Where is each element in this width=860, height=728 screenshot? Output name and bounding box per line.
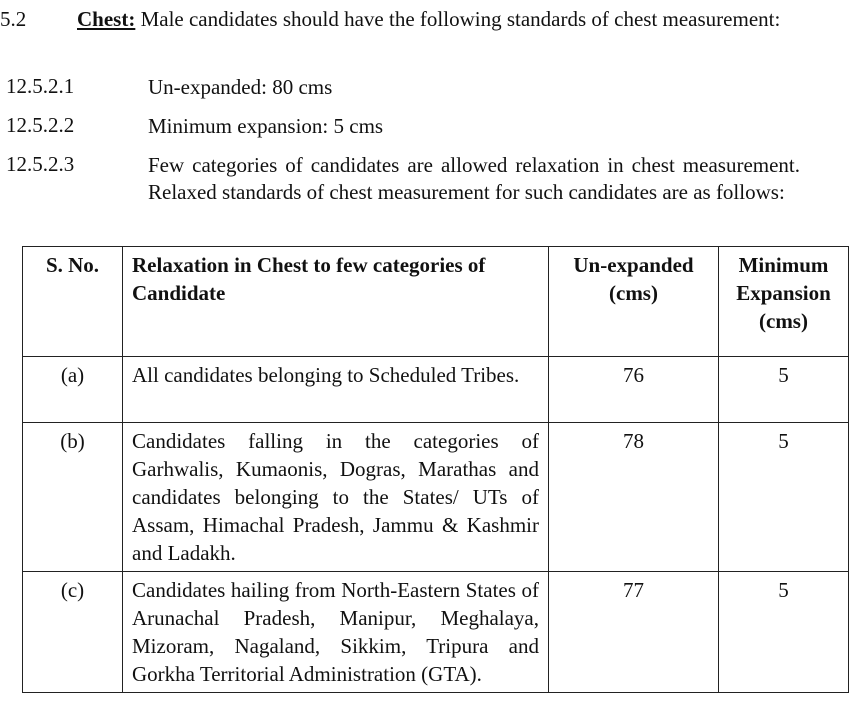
section-heading: Chest: xyxy=(77,7,136,31)
table-header-row xyxy=(23,247,849,357)
cell-category: All candidates belonging to Scheduled Tribes. xyxy=(123,357,549,423)
header-sno: S. No. xyxy=(23,247,123,357)
cell-sno: (c) xyxy=(23,572,123,693)
cell-expansion: 5 xyxy=(719,572,849,693)
item-number: 12.5.2.1 xyxy=(6,74,75,98)
section-number: 5.2 xyxy=(0,7,27,31)
item-number: 12.5.2.2 xyxy=(6,113,75,137)
header-unexpanded: Un-expanded (cms) xyxy=(549,247,719,357)
cell-unexpanded: 77 xyxy=(549,572,719,693)
item-text: Un-expanded: 80 cms xyxy=(148,75,333,99)
item-text: Minimum expansion: 5 cms xyxy=(148,114,384,138)
table-row xyxy=(23,423,849,572)
cell-unexpanded: 76 xyxy=(549,357,719,423)
table-row xyxy=(23,572,849,693)
cell-unexpanded: 78 xyxy=(549,423,719,572)
item-text: Few categories of candidates are allowed relaxation in chest measurement. Relaxed standards of chest measurement for such candidates are as follows: xyxy=(148,153,800,204)
cell-category: Candidates hailing from North-Eastern States of Arunachal Pradesh, Manipur, Meghalaya, Mizoram, Nagaland, Sikkim, Tripura and Gorkha Territorial Administration (GTA). xyxy=(123,572,549,693)
cell-sno: (b) xyxy=(23,423,123,572)
cell-category: Candidates falling in the categories of Garhwalis, Kumaonis, Dogras, Marathas and candidates belonging to the States/ UTs of Assam, Himachal Pradesh, Jammu & Kashmir and Ladakh. xyxy=(123,423,549,572)
cell-expansion: 5 xyxy=(719,423,849,572)
section-paragraph xyxy=(77,6,800,32)
table-row xyxy=(23,357,849,423)
chest-relaxation-table xyxy=(22,246,849,693)
cell-sno: (a) xyxy=(23,357,123,423)
header-expansion: Minimum Expansion (cms) xyxy=(719,247,849,357)
header-category: Relaxation in Chest to few categories of Candidate xyxy=(123,247,549,357)
cell-expansion: 5 xyxy=(719,357,849,423)
item-number: 12.5.2.3 xyxy=(6,152,75,176)
section-text: Male candidates should have the following standards of chest measurement: xyxy=(140,7,781,31)
